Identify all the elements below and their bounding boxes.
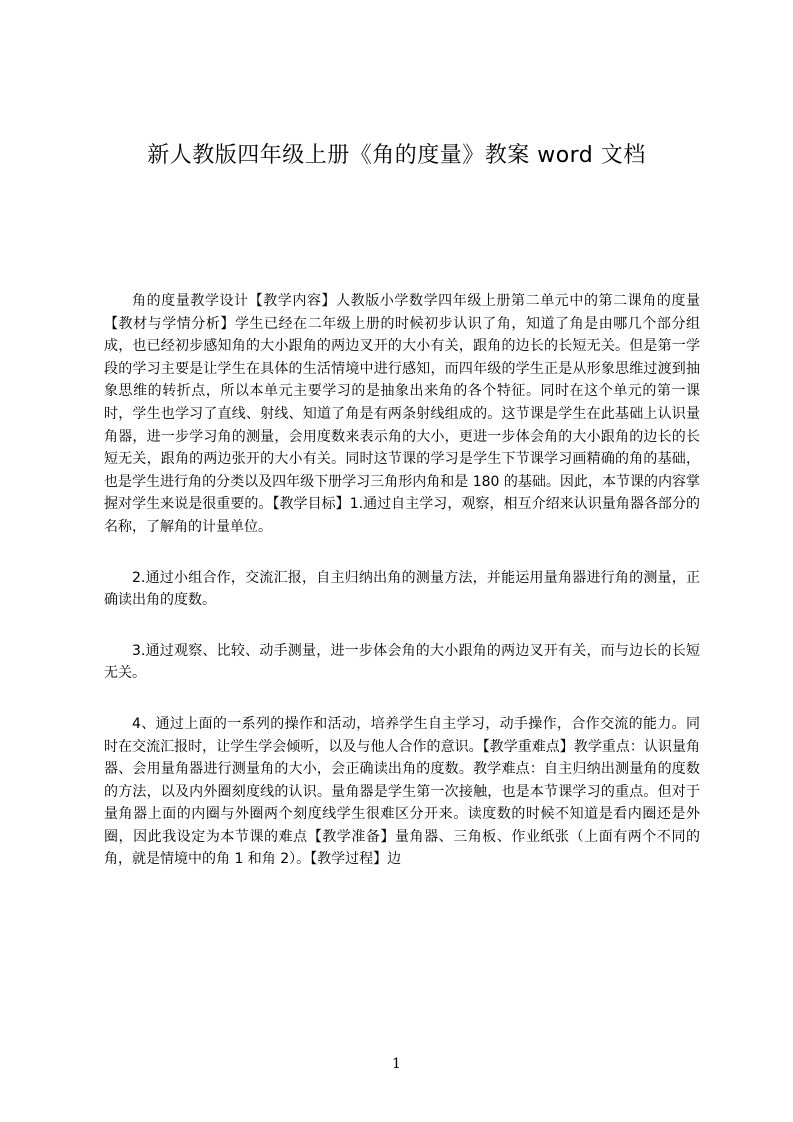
paragraph-objective-3: 3.通过观察、比较、动手测量，进一步体会角的大小跟角的两边叉开有关，而与边长的长短无关。: [104, 642, 700, 682]
paragraph-objective-2: 2.通过小组合作，交流汇报，自主归纳出角的测量方法，并能运用量角器进行角的测量，正确读出角的度数。: [104, 569, 700, 609]
paragraph-objective-4: 4、通过上面的一系列的操作和活动，培养学生自主学习，动手操作，合作交流的能力。同时在交流汇报时，让学生学会倾听，以及与他人合作的意识。【教学重难点】教学重点：认识量角器、会用量角器进行测量角的大小，会正确读出角的度数。教学难点：自主归纳出测量角的度数的方法，以及内外圈刻度线的认识。量角器是学生第一次接触，也是本节课学习的重点。但对于量角器上面的内圈与外圈两个刻度线学生很难区分开来。读度数的时候不知道是看内圈还是外圈，因此我设定为本节课的难点【教学准备】量角器、三角板、作业纸张（上面有两个不同的角，就是情境中的角 1 和角 2）。【教学过程】边: [104, 715, 700, 868]
document-body: [104, 290, 700, 871]
paragraph-intro: 角的度量教学设计【教学内容】人教版小学数学四年级上册第二单元中的第二课角的度量【教材与学情分析】学生已经在二年级上册的时候初步认识了角，知道了角是由哪几个部分组成，也已经初步感知角的大小跟角的两边叉开的大小有关，跟角的边长的长短无关。但是第一学段的学习主要是让学生在具体的生活情境中进行感知，而四年级的学生正是从形象思维过渡到抽象思维的转折点，所以本单元主要学习的是抽象出来角的各个特征。同时在这个单元的第一课时，学生也学习了直线、射线、知道了角是有两条射线组成的。这节课是学生在此基础上认识量角器，进一步学习角的测量，会用度数来表示角的大小，更进一步体会角的大小跟角的边长的长短无关，跟角的两边张开的大小有关。同时这节课的学习是学生下节课学习画精确的角的基础，也是学生进行角的分类以及四年级下册学习三角形内角和是 180 的基础。因此，本节课的内容掌握对学生来说是很重要的。【教学目标】1.通过自主学习，观察，相互介绍来认识量角器各部分的名称，了解角的计量单位。: [104, 293, 700, 535]
page-number: 1: [392, 1056, 401, 1072]
document-title: 新人教版四年级上册《角的度量》教案 word 文档: [147, 143, 646, 168]
